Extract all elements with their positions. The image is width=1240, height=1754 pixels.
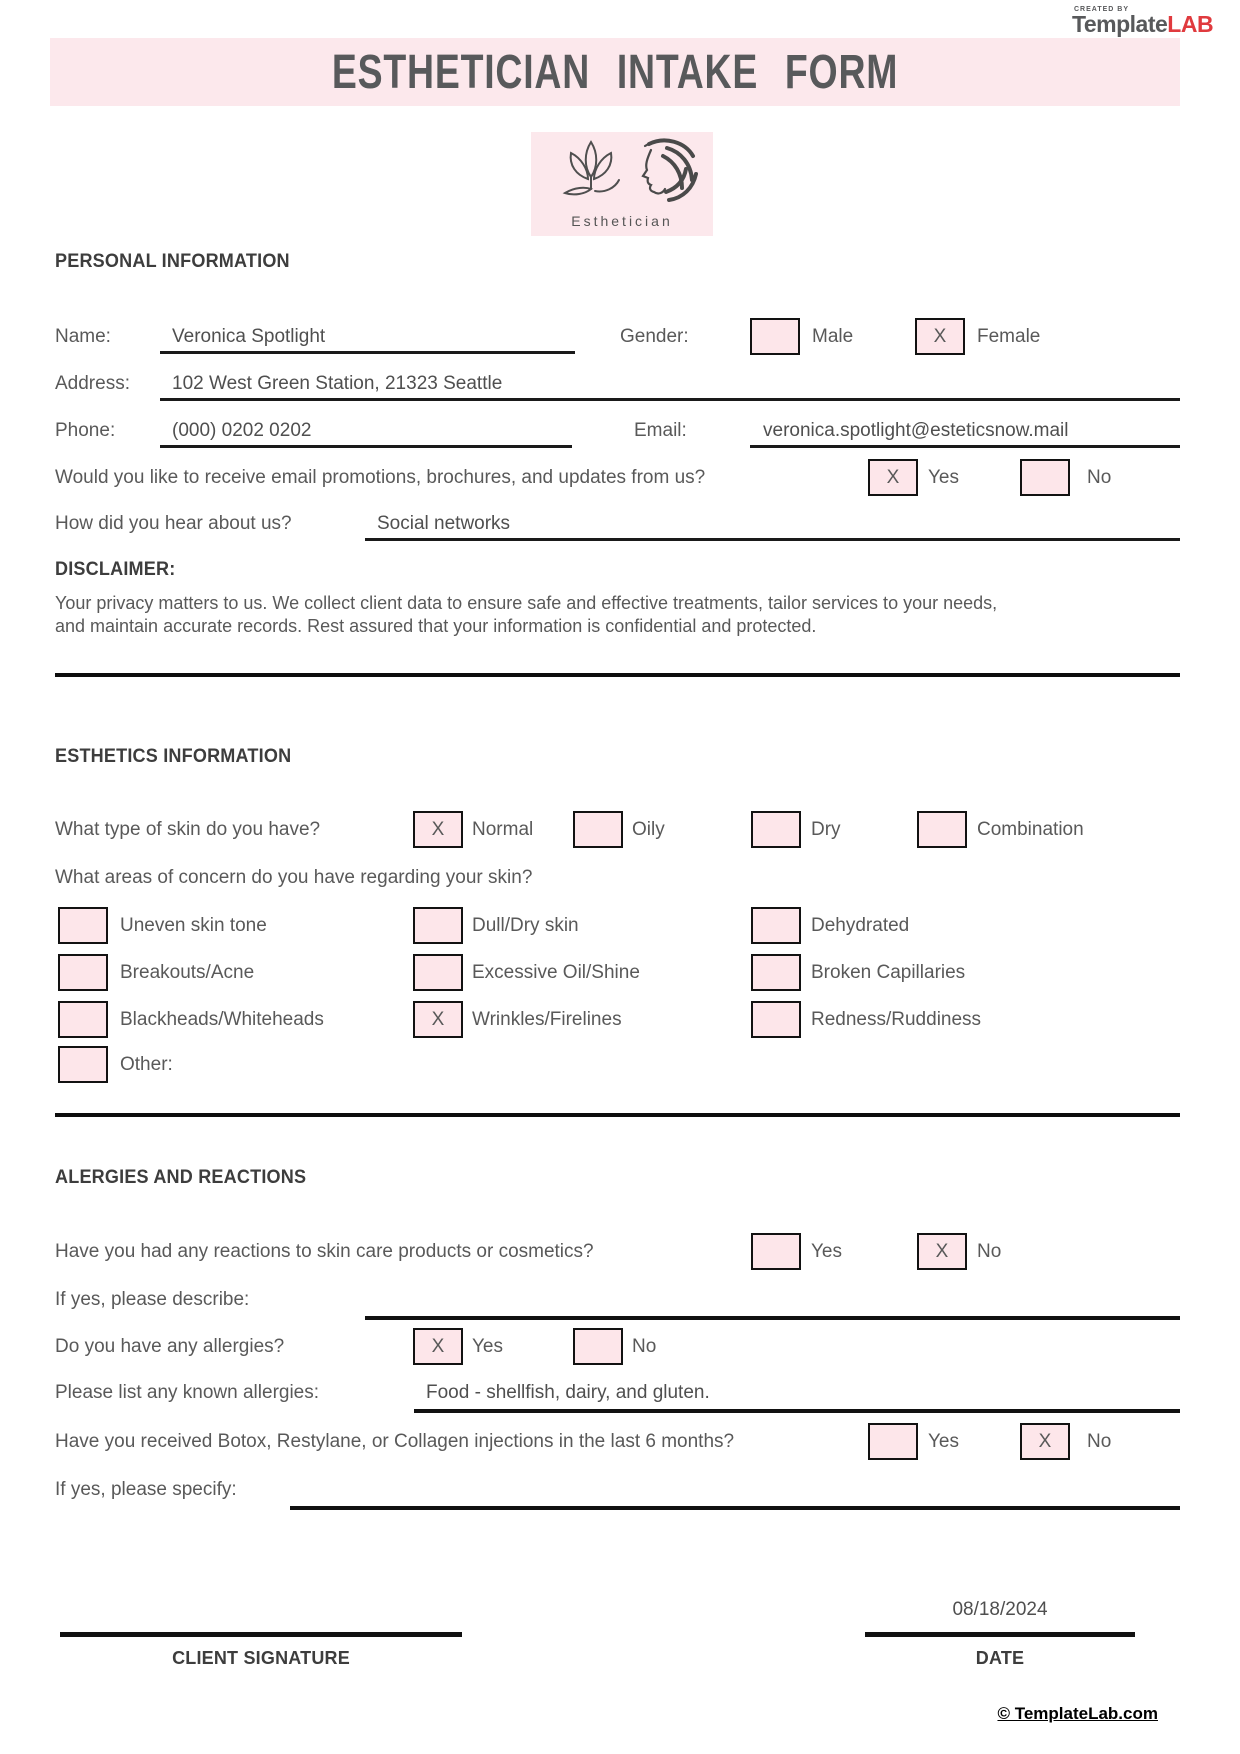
has-allergies-question: Do you have any allergies? — [55, 1336, 285, 1357]
describe-underline — [365, 1316, 1180, 1320]
reactions-question: Have you had any reactions to skin care products or cosmetics? — [55, 1241, 594, 1262]
promotions-question: Would you like to receive email promotions, brochures, and updates from us? — [55, 467, 706, 488]
email-underline — [750, 445, 1180, 448]
concern-breakouts-checkbox[interactable] — [58, 954, 108, 991]
logo-caption: Esthetician — [571, 213, 673, 229]
concern-redness-label: Redness/Ruddiness — [811, 1009, 982, 1030]
promotions-no-checkbox[interactable] — [1020, 459, 1070, 496]
client-signature-label: CLIENT SIGNATURE — [172, 1648, 350, 1668]
phone-value[interactable]: (000) 0202 0202 — [172, 420, 312, 441]
allergies-no-label: No — [632, 1336, 657, 1357]
skin-oily-checkbox[interactable] — [573, 811, 623, 848]
skin-combination-label: Combination — [977, 819, 1084, 840]
botox-no-label: No — [1087, 1431, 1112, 1452]
gender-male-checkbox[interactable] — [750, 318, 800, 355]
gender-female-checkbox[interactable]: X — [915, 318, 965, 355]
list-allergies-value[interactable]: Food - shellfish, dairy, and gluten. — [426, 1382, 710, 1403]
phone-underline — [160, 445, 572, 448]
gender-female-label: Female — [977, 326, 1041, 347]
skin-combination-checkbox[interactable] — [917, 811, 967, 848]
reactions-no-label: No — [977, 1241, 1002, 1262]
concern-uneven-checkbox[interactable] — [58, 907, 108, 944]
concern-oil-checkbox[interactable] — [413, 954, 463, 991]
title-banner — [50, 38, 1180, 106]
date-value[interactable]: 08/18/2024 — [952, 1599, 1048, 1620]
allergies-yes-label: Yes — [472, 1336, 503, 1357]
concern-dull-checkbox[interactable] — [413, 907, 463, 944]
name-label: Name: — [55, 326, 111, 347]
concern-other-label: Other: — [120, 1054, 173, 1075]
botox-question: Have you received Botox, Restylane, or Collagen injections in the last 6 months? — [55, 1431, 735, 1452]
concern-capillaries-checkbox[interactable] — [751, 954, 801, 991]
skin-normal-checkbox[interactable]: X — [413, 811, 463, 848]
gender-label: Gender: — [620, 326, 689, 347]
name-value[interactable]: Veronica Spotlight — [172, 326, 326, 347]
concern-redness-checkbox[interactable] — [751, 1001, 801, 1038]
templatelab-wordmark — [1072, 11, 1213, 37]
referral-label: How did you hear about us? — [55, 513, 292, 534]
reactions-yes-checkbox[interactable] — [751, 1233, 801, 1270]
address-underline — [160, 398, 1180, 401]
name-underline — [160, 351, 575, 354]
promotions-yes-checkbox[interactable]: X — [868, 459, 918, 496]
skin-dry-label: Dry — [811, 819, 841, 840]
skin-type-question: What type of skin do you have? — [55, 819, 321, 840]
concern-dehydrated-label: Dehydrated — [811, 915, 910, 936]
concern-capillaries-label: Broken Capillaries — [811, 962, 966, 983]
section-divider — [55, 673, 1180, 677]
concern-dull-label: Dull/Dry skin — [472, 915, 579, 936]
concern-uneven-label: Uneven skin tone — [120, 915, 267, 936]
disclaimer-text: Your privacy matters to us. We collect client data to ensure safe and effective treatments, tailor services to your needs, and maintain accurate records. Rest assured that your information is confidential and protected. — [55, 593, 998, 636]
concern-oil-label: Excessive Oil/Shine — [472, 962, 640, 983]
skin-normal-label: Normal — [472, 819, 534, 840]
skin-oily-label: Oily — [632, 819, 665, 840]
list-allergies-underline — [414, 1409, 1180, 1413]
referral-underline — [365, 538, 1180, 541]
reactions-no-checkbox[interactable]: X — [917, 1233, 967, 1270]
reactions-yes-label: Yes — [811, 1241, 842, 1262]
describe-label: If yes, please describe: — [55, 1289, 250, 1310]
promotions-no-label: No — [1087, 467, 1112, 488]
botox-no-checkbox[interactable]: X — [1020, 1423, 1070, 1460]
address-value[interactable]: 102 West Green Station, 21323 Seattle — [172, 373, 503, 394]
disclaimer-title: DISCLAIMER: — [55, 559, 176, 580]
concern-blackheads-checkbox[interactable] — [58, 1001, 108, 1038]
section-title-esthetics: ESTHETICS INFORMATION — [55, 746, 292, 767]
allergies-no-checkbox[interactable] — [573, 1328, 623, 1365]
templatelab-logo — [1072, 6, 1214, 37]
created-by-text: CREATED BY — [1074, 6, 1129, 13]
date-label: DATE — [975, 1648, 1025, 1668]
section-title-allergies: ALERGIES AND REACTIONS — [55, 1167, 307, 1188]
concerns-question: What areas of concern do you have regarding your skin? — [55, 867, 533, 888]
section-divider — [55, 1113, 1180, 1117]
botox-yes-label: Yes — [928, 1431, 959, 1452]
referral-value[interactable]: Social networks — [377, 513, 511, 534]
list-allergies-label: Please list any known allergies: — [55, 1382, 320, 1403]
wordmark-lab: LAB — [1167, 11, 1214, 37]
concern-dehydrated-checkbox[interactable] — [751, 907, 801, 944]
client-signature-line[interactable] — [60, 1632, 462, 1637]
concern-wrinkles-label: Wrinkles/Firelines — [472, 1009, 622, 1030]
email-value[interactable]: veronica.spotlight@esteticsnow.mail — [763, 420, 1069, 441]
address-label: Address: — [55, 373, 130, 394]
lotus-face-icon — [545, 136, 699, 208]
page-title: ESTHETICIAN INTAKE FORM — [331, 45, 899, 99]
esthetician-logo — [531, 132, 713, 236]
concern-breakouts-label: Breakouts/Acne — [120, 962, 255, 983]
concern-wrinkles-checkbox[interactable]: X — [413, 1001, 463, 1038]
allergies-yes-checkbox[interactable]: X — [413, 1328, 463, 1365]
wordmark-template: Template — [1072, 11, 1168, 37]
concern-other-checkbox[interactable] — [58, 1046, 108, 1083]
specify-label: If yes, please specify: — [55, 1479, 237, 1500]
specify-underline — [290, 1506, 1180, 1510]
gender-male-label: Male — [812, 326, 854, 347]
date-line — [865, 1632, 1135, 1637]
email-label: Email: — [634, 420, 687, 441]
concern-blackheads-label: Blackheads/Whiteheads — [120, 1009, 324, 1030]
section-title-personal: PERSONAL INFORMATION — [55, 251, 290, 272]
phone-label: Phone: — [55, 420, 116, 441]
botox-yes-checkbox[interactable] — [868, 1423, 918, 1460]
templatelab-footer-link[interactable]: © TemplateLab.com — [997, 1704, 1158, 1723]
promotions-yes-label: Yes — [928, 467, 959, 488]
skin-dry-checkbox[interactable] — [751, 811, 801, 848]
